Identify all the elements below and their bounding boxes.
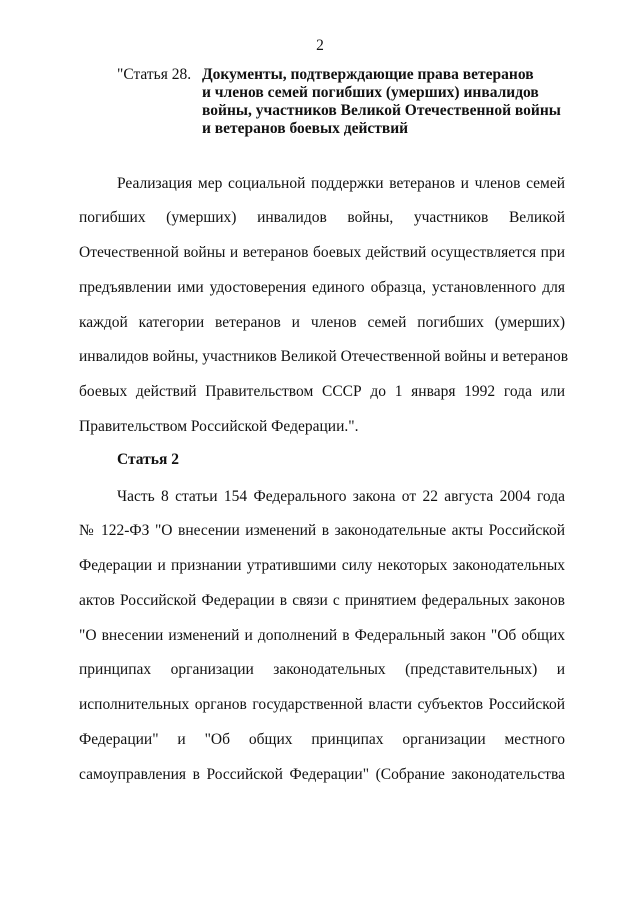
paragraph-line: Реализация мер социальной поддержки ветеранов и членов семей xyxy=(117,175,565,192)
paragraph-line: актов Российской Федерации в связи с принятием федеральных законов xyxy=(79,592,565,609)
paragraph-line: каждой категории ветеранов и членов семей погибших (умерших) xyxy=(79,314,565,331)
paragraph-line: Федерации и признании утратившими силу некоторых законодательных xyxy=(79,557,565,574)
paragraph-line: № 122-ФЗ "О внесении изменений в законодательные акты Российской xyxy=(79,522,565,539)
article-2-heading: Статья 2 xyxy=(117,451,179,468)
paragraph-line: Федерации" и "Об общих принципах организации местного xyxy=(79,731,565,748)
paragraph-line: Правительством Российской Федерации.". xyxy=(79,418,359,435)
article-28-title-line: войны, участников Великой Отечественной войны xyxy=(202,102,561,119)
paragraph-line: предъявлении ими удостоверения единого образца, установленного для xyxy=(79,279,565,296)
paragraph-line: самоуправления в Российской Федерации" (Собрание законодательства xyxy=(79,766,565,783)
paragraph-line: Отечественной войны и ветеранов боевых действий осуществляется при xyxy=(79,244,565,261)
paragraph-line: Часть 8 статьи 154 Федерального закона от 22 августа 2004 года xyxy=(117,488,565,505)
paragraph-line: "О внесении изменений и дополнений в Федеральный закон "Об общих xyxy=(79,627,565,644)
paragraph-line: погибших (умерших) инвалидов войны, участников Великой xyxy=(79,209,565,226)
article-28-label: "Статья 28. xyxy=(117,66,192,83)
page-number: 2 xyxy=(316,37,324,54)
paragraph-line: исполнительных органов государственной власти субъектов Российской xyxy=(79,696,565,713)
paragraph-line: боевых действий Правительством СССР до 1 января 1992 года или xyxy=(79,383,565,400)
article-28-title-line: и членов семей погибших (умерших) инвалидов xyxy=(202,84,539,101)
article-28-title-line: Документы, подтверждающие права ветеранов xyxy=(202,66,534,83)
paragraph-line: инвалидов войны, участников Великой Отечественной войны и ветеранов xyxy=(79,348,569,365)
article-28-title-line: и ветеранов боевых действий xyxy=(202,120,409,137)
paragraph-line: принципах организации законодательных (представительных) и xyxy=(79,661,565,678)
